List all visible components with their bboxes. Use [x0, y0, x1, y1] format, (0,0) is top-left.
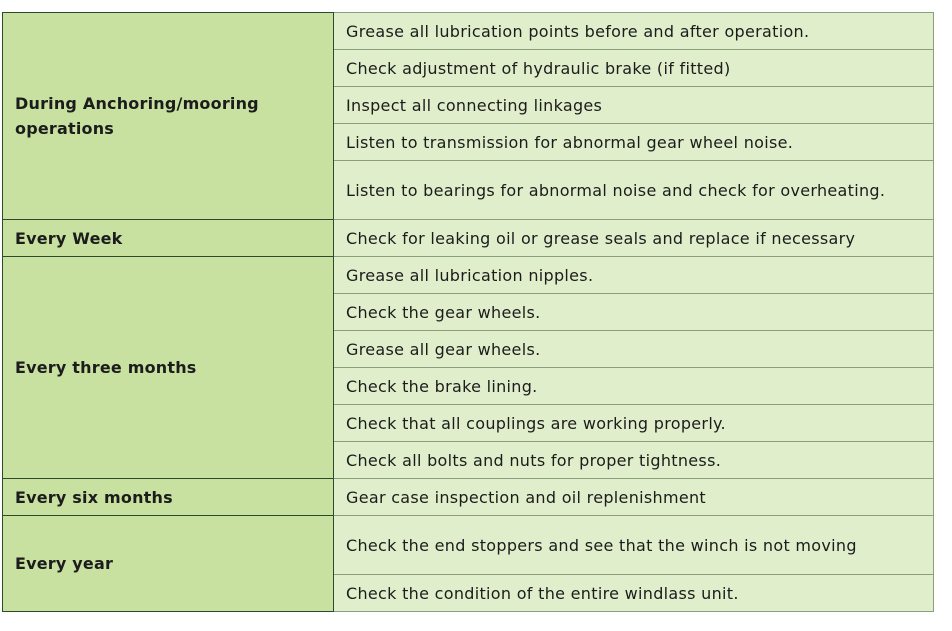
maintenance-table-container — [2, 12, 934, 612]
period-cell: Every three months — [3, 257, 334, 479]
table-row — [3, 516, 934, 575]
table-row — [3, 257, 934, 294]
task-cell: Inspect all connecting linkages — [334, 87, 934, 124]
table-row — [3, 13, 934, 50]
task-cell: Grease all lubrication points before and after operation. — [334, 13, 934, 50]
period-cell: Every Week — [3, 220, 334, 257]
task-cell: Grease all lubrication nipples. — [334, 257, 934, 294]
maintenance-schedule-table — [2, 12, 934, 612]
table-row — [3, 220, 934, 257]
period-cell: During Anchoring/mooring operations — [3, 13, 334, 220]
task-cell: Check the gear wheels. — [334, 294, 934, 331]
task-cell: Check the condition of the entire windlass unit. — [334, 575, 934, 612]
task-cell: Check the end stoppers and see that the winch is not moving — [334, 516, 934, 575]
task-cell: Grease all gear wheels. — [334, 331, 934, 368]
task-cell: Check adjustment of hydraulic brake (if fitted) — [334, 50, 934, 87]
task-cell: Check for leaking oil or grease seals and replace if necessary — [334, 220, 934, 257]
task-cell: Listen to transmission for abnormal gear wheel noise. — [334, 124, 934, 161]
period-cell: Every year — [3, 516, 334, 612]
period-cell: Every six months — [3, 479, 334, 516]
task-cell: Check that all couplings are working properly. — [334, 405, 934, 442]
table-row — [3, 479, 934, 516]
task-cell: Listen to bearings for abnormal noise and check for overheating. — [334, 161, 934, 220]
task-cell: Gear case inspection and oil replenishment — [334, 479, 934, 516]
task-cell: Check all bolts and nuts for proper tightness. — [334, 442, 934, 479]
task-cell: Check the brake lining. — [334, 368, 934, 405]
